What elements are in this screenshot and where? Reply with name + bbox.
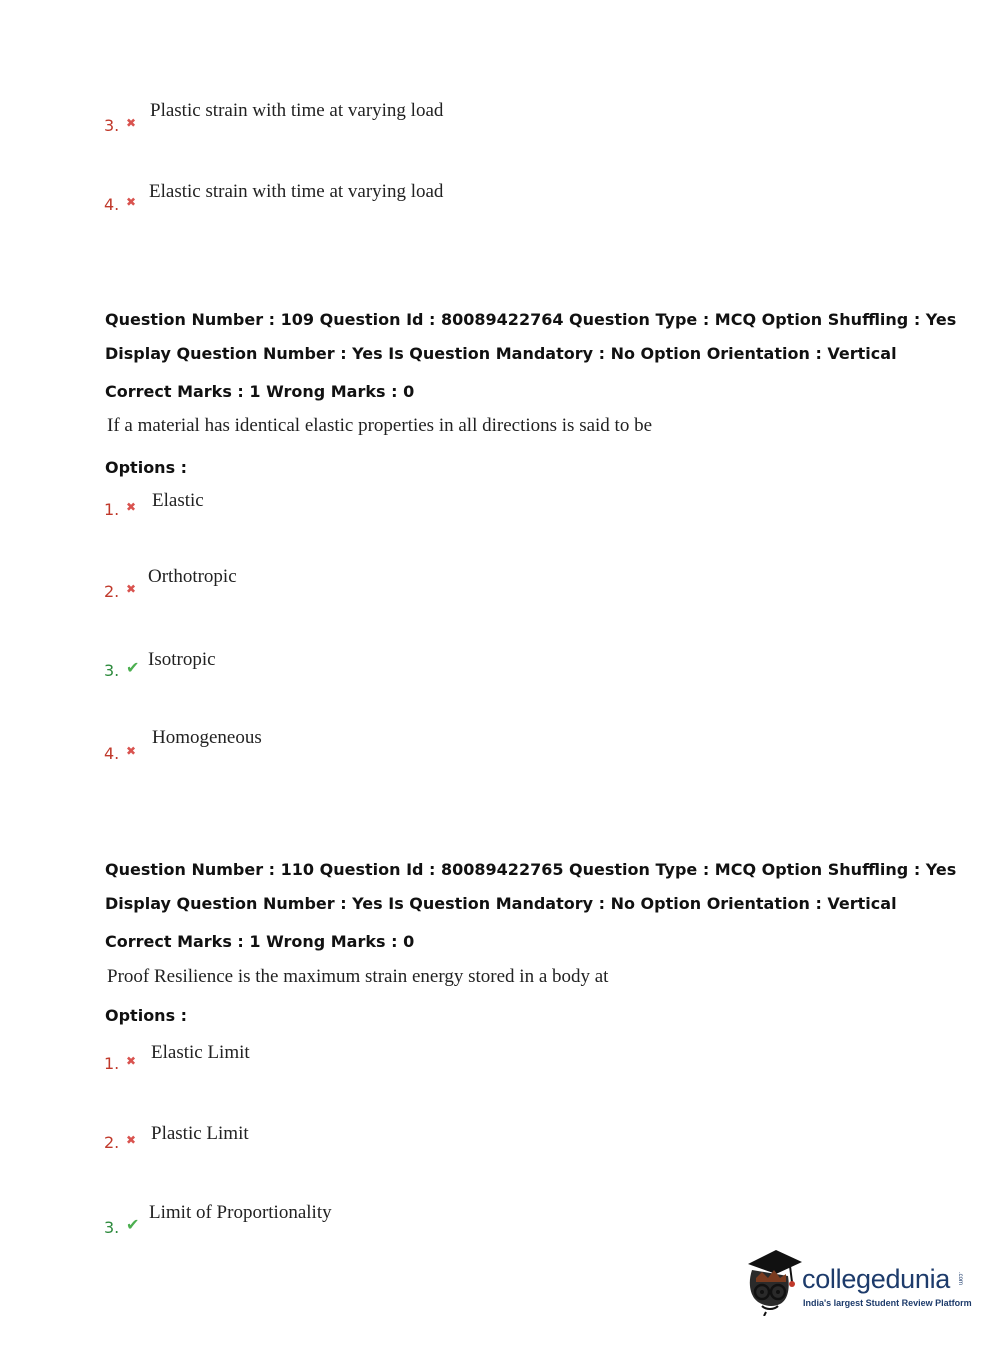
option-2 (104, 566, 504, 606)
question-meta-line1: Question Number : 110 Question Id : 80089422765 Question Type : MCQ Option Shuffling : Yes (105, 860, 957, 879)
option-number: 4. (104, 195, 120, 214)
option-number: 1. (104, 1054, 120, 1073)
option-text: Elastic strain with time at varying load (149, 181, 444, 202)
option-number: 4. (104, 744, 120, 763)
question-text: If a material has identical elastic properties in all directions is said to be (107, 415, 653, 436)
brand-logo (742, 1248, 972, 1318)
option-number: 3. (104, 661, 120, 680)
question-meta-line2: Display Question Number : Yes Is Question Mandatory : No Option Orientation : Vertical (105, 894, 897, 913)
option-3 (104, 1202, 504, 1242)
option-text: Plastic strain with time at varying load (150, 100, 444, 121)
cross-icon: ✖ (126, 500, 137, 514)
option-4 (104, 727, 504, 767)
option-1 (104, 1042, 504, 1082)
option-1 (104, 490, 504, 530)
logo-wordmark: collegedunia (802, 1264, 951, 1294)
option-text: Orthotropic (148, 566, 237, 587)
check-icon: ✔ (126, 658, 140, 677)
cross-icon: ✖ (126, 1054, 137, 1068)
mascot-icon (742, 1248, 804, 1316)
options-label: Options : (105, 458, 188, 477)
options-label: Options : (105, 1006, 188, 1025)
option-text: Plastic Limit (151, 1123, 249, 1144)
question-meta-line1: Question Number : 109 Question Id : 80089422764 Question Type : MCQ Option Shuffling : Yes (105, 310, 957, 329)
prev-option-3 (104, 100, 704, 140)
check-icon: ✔ (126, 1215, 140, 1234)
marks-line: Correct Marks : 1 Wrong Marks : 0 (105, 382, 415, 401)
prev-option-4 (104, 181, 704, 221)
cross-icon: ✖ (126, 1133, 137, 1147)
cross-icon: ✖ (126, 195, 137, 209)
option-number: 3. (104, 1218, 120, 1237)
option-text: Homogeneous (152, 727, 262, 748)
cross-icon: ✖ (126, 116, 137, 130)
logo-tagline: India's largest Student Review Platform (803, 1298, 972, 1308)
option-text: Limit of Proportionality (149, 1202, 332, 1223)
option-text: Elastic (152, 490, 204, 511)
option-number: 2. (104, 582, 120, 601)
question-text: Proof Resilience is the maximum strain energy stored in a body at (107, 966, 609, 987)
cross-icon: ✖ (126, 582, 137, 596)
option-text: Elastic Limit (151, 1042, 250, 1063)
option-text: Isotropic (148, 649, 216, 670)
cross-icon: ✖ (126, 744, 137, 758)
marks-line: Correct Marks : 1 Wrong Marks : 0 (105, 932, 415, 951)
option-number: 2. (104, 1133, 120, 1152)
question-meta-line2: Display Question Number : Yes Is Question Mandatory : No Option Orientation : Vertical (105, 344, 897, 363)
logo-suffix: .com (957, 1272, 963, 1286)
option-2 (104, 1123, 504, 1163)
option-number: 3. (104, 116, 120, 135)
option-3 (104, 649, 504, 689)
option-number: 1. (104, 500, 120, 519)
